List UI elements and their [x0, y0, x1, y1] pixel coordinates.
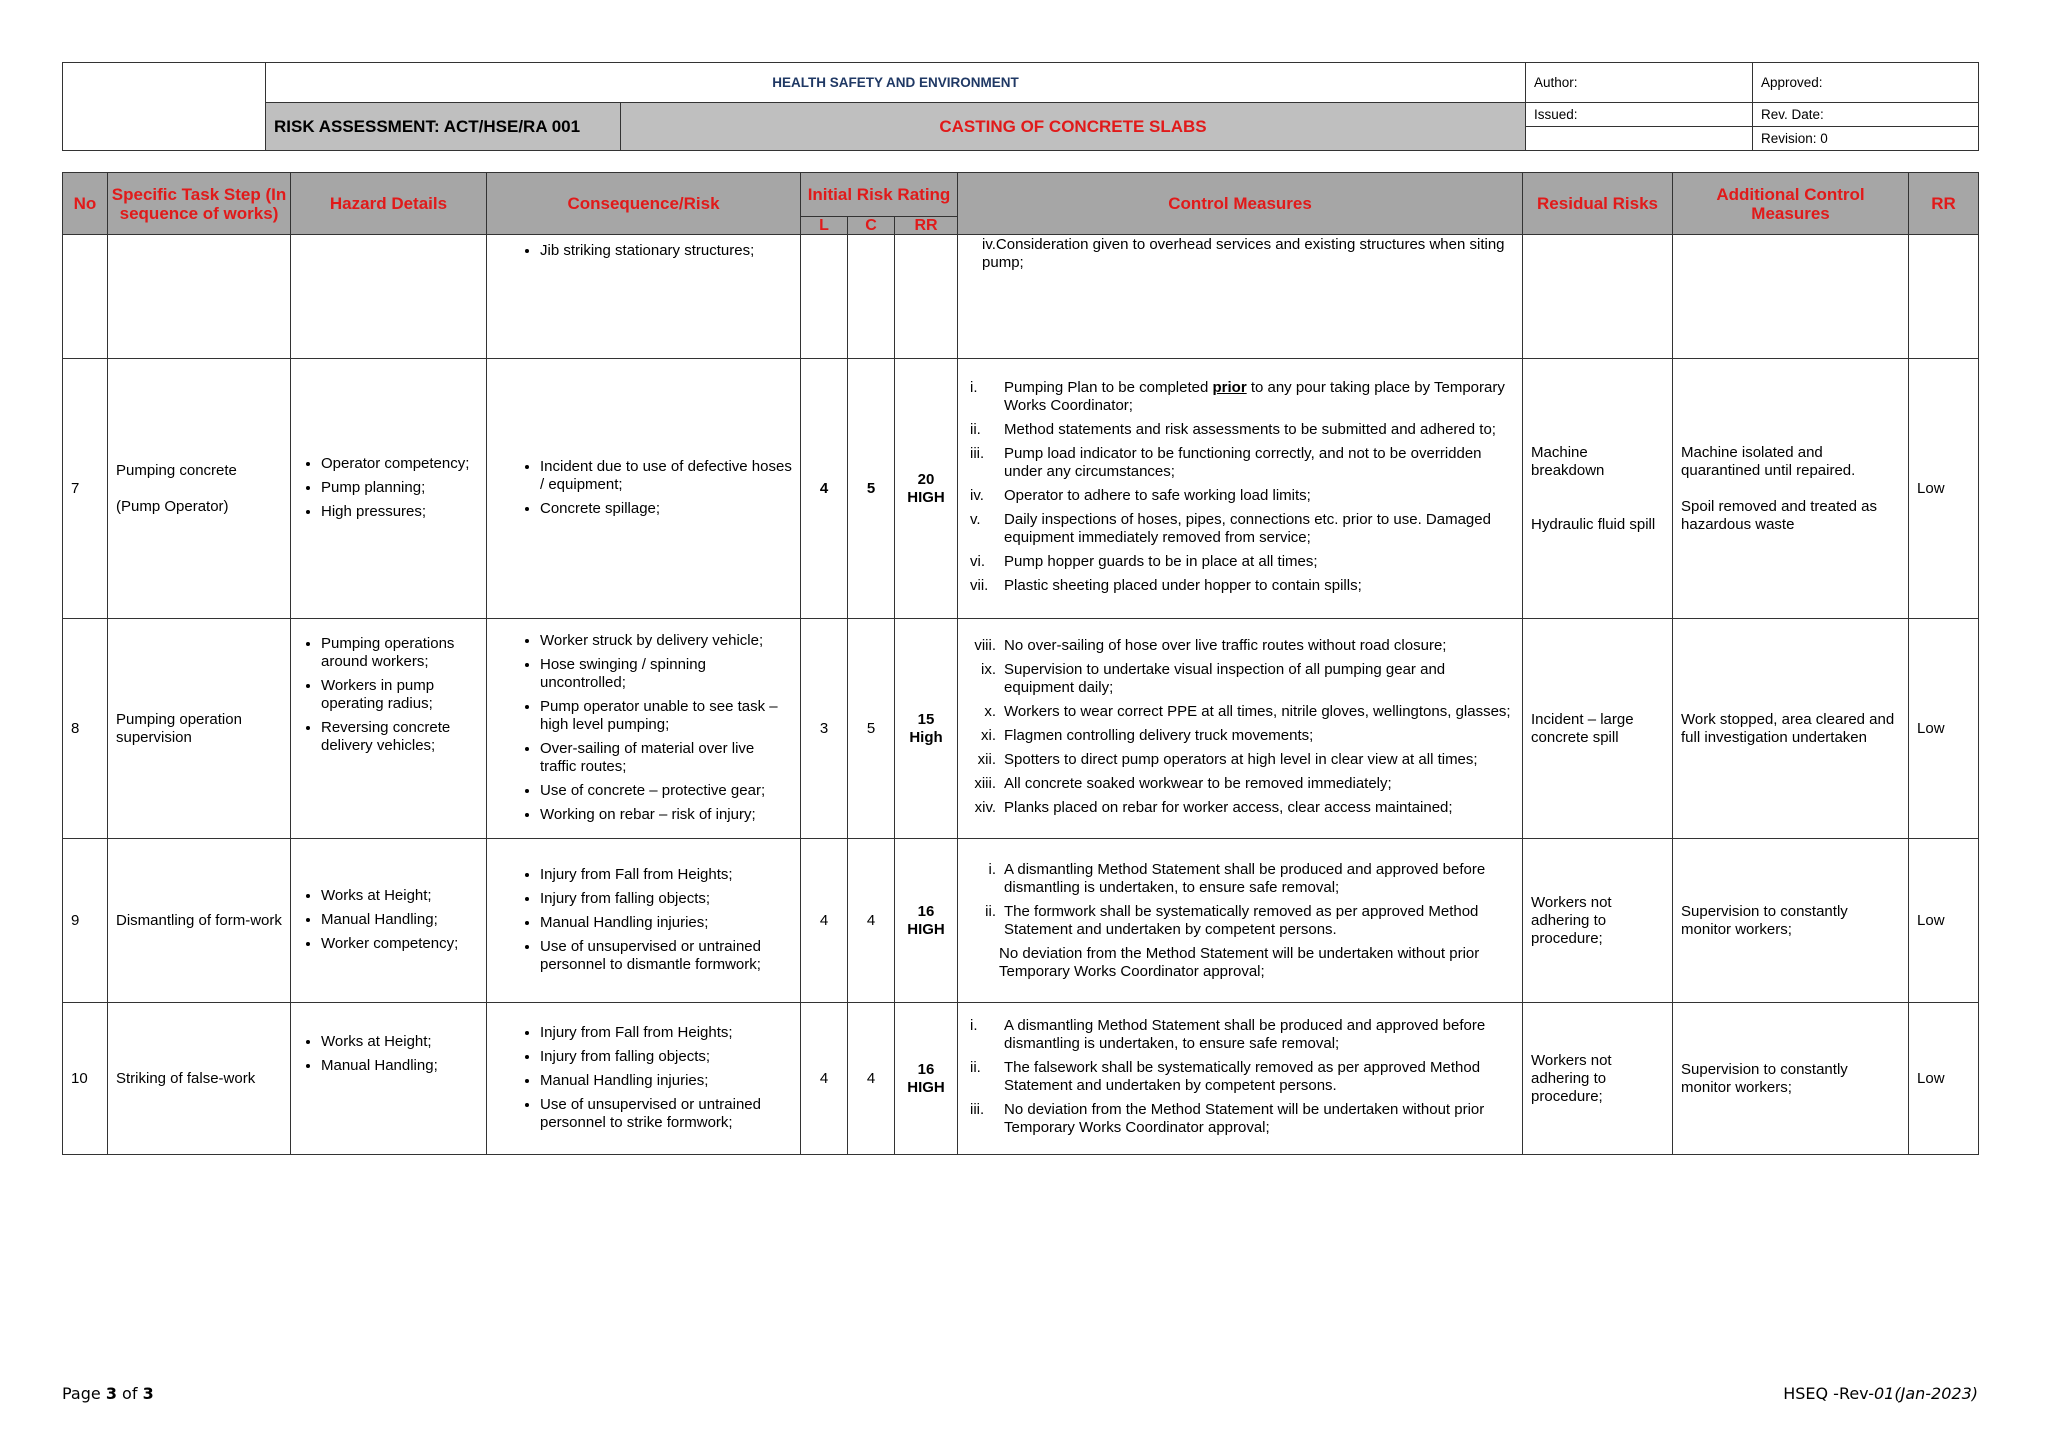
task-step: Pumping concrete (Pump Operator)	[108, 359, 291, 619]
document-header	[62, 62, 1979, 151]
list-item: • Use of unsupervised or untrained personnel to dismantle formwork;	[540, 938, 792, 974]
likelihood: 3	[801, 619, 848, 839]
row-no: 10	[63, 1003, 108, 1155]
task-step: Dismantling of form-work	[108, 839, 291, 1003]
final-risk-rating: Low	[1909, 359, 1979, 619]
table-row	[63, 619, 1979, 839]
col-header-c: C	[848, 217, 895, 235]
control-item: xi. Flagmen controlling delivery truck movements;	[981, 727, 1314, 744]
col-header-rr-final: RR	[1909, 173, 1979, 235]
risk-rating: 20 HIGH	[895, 359, 958, 619]
list-item: • Worker competency;	[321, 935, 478, 953]
control-measures-list	[966, 379, 1514, 595]
consequence-score: 5	[848, 359, 895, 619]
list-item: • Use of concrete – protective gear;	[540, 782, 792, 800]
document-title: CASTING OF CONCRETE SLABS	[621, 103, 1526, 151]
consequence-list	[495, 458, 792, 518]
hazard-list	[299, 887, 478, 953]
table-row	[63, 359, 1979, 619]
document-code: HSEQ -Rev-01(Jan-2023)	[1783, 1384, 1978, 1403]
control-item: xiii. All concrete soaked workwear to be removed immediately;	[974, 775, 1392, 792]
row-no: 9	[63, 839, 108, 1003]
list-item: • Working on rebar – risk of injury;	[540, 806, 792, 824]
control-measures-list	[966, 861, 1514, 939]
list-item: • Injury from falling objects;	[540, 1048, 792, 1066]
organisation-title: HEALTH SAFETY AND ENVIRONMENT	[266, 63, 1526, 103]
control-item: i. Pumping Plan to be completed prior to any pour taking place by Temporary Works Coordinator;	[970, 379, 1505, 414]
table-row	[63, 1003, 1979, 1155]
risk-rating: 16 HIGH	[895, 1003, 958, 1155]
revision-field: Revision: 0	[1753, 127, 1979, 151]
control-item: ii. Method statements and risk assessments to be submitted and adhered to;	[970, 421, 1496, 438]
consequence-list	[495, 1024, 792, 1132]
control-item: v. Daily inspections of hoses, pipes, connections etc. prior to use. Damaged equipment immediately removed from service;	[970, 511, 1491, 546]
list-item: • Use of unsupervised or untrained personnel to strike formwork;	[540, 1096, 792, 1132]
control-item: i. A dismantling Method Statement shall be produced and approved before dismantling is undertaken, to ensure safe removal;	[988, 861, 1486, 896]
list-item: • High pressures;	[321, 503, 478, 521]
issued-value	[1526, 127, 1753, 151]
hazard-list	[299, 455, 478, 521]
list-item: • Incident due to use of defective hoses / equipment;	[540, 458, 792, 494]
final-risk-rating: Low	[1909, 1003, 1979, 1155]
likelihood: 4	[801, 359, 848, 619]
list-item: • Works at Height;	[321, 887, 478, 905]
control-item: iv.Consideration given to overhead services and existing structures when siting pump;	[982, 236, 1505, 271]
additional-controls: Supervision to constantly monitor workers;	[1673, 839, 1909, 1003]
list-item: • Jib striking stationary structures;	[540, 242, 792, 260]
list-item: • Injury from Fall from Heights;	[540, 866, 792, 884]
row-no: 7	[63, 359, 108, 619]
likelihood: 4	[801, 1003, 848, 1155]
col-header-residual: Residual Risks	[1523, 173, 1673, 235]
control-item: i. A dismantling Method Statement shall be produced and approved before dismantling is undertaken, to ensure safe removal;	[970, 1017, 1486, 1052]
final-risk-rating: Low	[1909, 839, 1979, 1003]
control-item: xii. Spotters to direct pump operators at high level in clear view at all times;	[977, 751, 1478, 768]
col-header-consequence: Consequence/Risk	[487, 173, 801, 235]
hazard-list	[299, 1033, 478, 1075]
col-header-additional: Additional Control Measures	[1673, 173, 1909, 235]
col-header-initial-risk: Initial Risk Rating	[801, 173, 958, 217]
control-item: iv. Operator to adhere to safe working load limits;	[970, 487, 1311, 504]
hazard-list	[299, 635, 478, 755]
risk-rating: 16 HIGH	[895, 839, 958, 1003]
row-no: 8	[63, 619, 108, 839]
list-item: • Concrete spillage;	[540, 500, 792, 518]
list-item: • Manual Handling injuries;	[540, 914, 792, 932]
page-number: Page 3 of 3	[62, 1384, 154, 1403]
control-item: xiv. Planks placed on rebar for worker access, clear access maintained;	[974, 799, 1453, 816]
control-item: iii. Pump load indicator to be functioning correctly, and not to be overridden under any circumstances;	[970, 445, 1482, 480]
control-item: ii. The formwork shall be systematically removed as per approved Method Statement and undertaken by competent persons.	[985, 903, 1479, 938]
control-item: vi. Pump hopper guards to be in place at all times;	[970, 553, 1318, 570]
list-item: • Workers in pump operating radius;	[321, 677, 478, 713]
rev-date-field: Rev. Date:	[1753, 103, 1979, 127]
list-item: • Manual Handling injuries;	[540, 1072, 792, 1090]
list-item: • Manual Handling;	[321, 911, 478, 929]
list-item: • Manual Handling;	[321, 1057, 478, 1075]
additional-controls: Work stopped, area cleared and full investigation undertaken	[1673, 619, 1909, 839]
risk-assessment-ref: RISK ASSESSMENT: ACT/HSE/RA 001	[266, 103, 621, 151]
control-item: ix. Supervision to undertake visual inspection of all pumping gear and equipment daily;	[981, 661, 1446, 696]
risk-rating: 15 High	[895, 619, 958, 839]
list-item: • Pumping operations around workers;	[321, 635, 478, 671]
list-item: • Hose swinging / spinning uncontrolled;	[540, 656, 792, 692]
consequence-score: 5	[848, 619, 895, 839]
list-item: • Works at Height;	[321, 1033, 478, 1051]
list-item: • Injury from falling objects;	[540, 890, 792, 908]
residual-risk: Workers not adhering to procedure;	[1523, 839, 1673, 1003]
col-header-rr: RR	[895, 217, 958, 235]
col-header-no: No	[63, 173, 108, 235]
task-step: Pumping operation supervision	[108, 619, 291, 839]
likelihood: 4	[801, 839, 848, 1003]
list-item: • Over-sailing of material over live traffic routes;	[540, 740, 792, 776]
consequence-list	[495, 866, 792, 974]
control-measures-list	[966, 1017, 1514, 1137]
residual-risk: Incident – large concrete spill	[1523, 619, 1673, 839]
task-step: Striking of false-work	[108, 1003, 291, 1155]
col-header-task: Specific Task Step (In sequence of works)	[108, 173, 291, 235]
consequence-list	[495, 242, 792, 260]
control-item: ii. The falsework shall be systematically removed as per approved Method Statement and undertaken by competent persons.	[970, 1059, 1481, 1094]
list-item: • Reversing concrete delivery vehicles;	[321, 719, 478, 755]
control-item: vii. Plastic sheeting placed under hopper to contain spills;	[970, 577, 1362, 594]
control-note: No deviation from the Method Statement will be undertaken without prior Temporary Works Coordinator approval;	[999, 945, 1480, 980]
logo-cell	[63, 63, 266, 151]
residual-risk: Machine breakdown Hydraulic fluid spill	[1523, 359, 1673, 619]
col-header-l: L	[801, 217, 848, 235]
risk-assessment-table	[62, 172, 1979, 1155]
final-risk-rating: Low	[1909, 619, 1979, 839]
control-item: x. Workers to wear correct PPE at all times, nitrile gloves, wellingtons, glasses;	[984, 703, 1511, 720]
table-row	[63, 235, 1979, 359]
list-item: • Injury from Fall from Heights;	[540, 1024, 792, 1042]
author-field: Author:	[1526, 63, 1753, 103]
col-header-hazard: Hazard Details	[291, 173, 487, 235]
additional-controls: Supervision to constantly monitor workers;	[1673, 1003, 1909, 1155]
control-measures-list	[966, 637, 1514, 817]
approved-field: Approved:	[1753, 63, 1979, 103]
table-row	[63, 839, 1979, 1003]
list-item: • Pump operator unable to see task – high level pumping;	[540, 698, 792, 734]
control-item: iii. No deviation from the Method Statement will be undertaken without prior Temporary Works Coordinator approval;	[970, 1101, 1485, 1136]
control-item: viii. No over-sailing of hose over live traffic routes without road closure;	[974, 637, 1447, 654]
consequence-score: 4	[848, 839, 895, 1003]
col-header-control: Control Measures	[958, 173, 1523, 235]
additional-controls: Machine isolated and quarantined until repaired. Spoil removed and treated as hazardous waste	[1673, 359, 1909, 619]
consequence-score: 4	[848, 1003, 895, 1155]
list-item: • Operator competency;	[321, 455, 478, 473]
residual-risk: Workers not adhering to procedure;	[1523, 1003, 1673, 1155]
issued-field: Issued:	[1526, 103, 1753, 127]
list-item: • Pump planning;	[321, 479, 478, 497]
consequence-list	[495, 632, 792, 824]
list-item: • Worker struck by delivery vehicle;	[540, 632, 792, 650]
